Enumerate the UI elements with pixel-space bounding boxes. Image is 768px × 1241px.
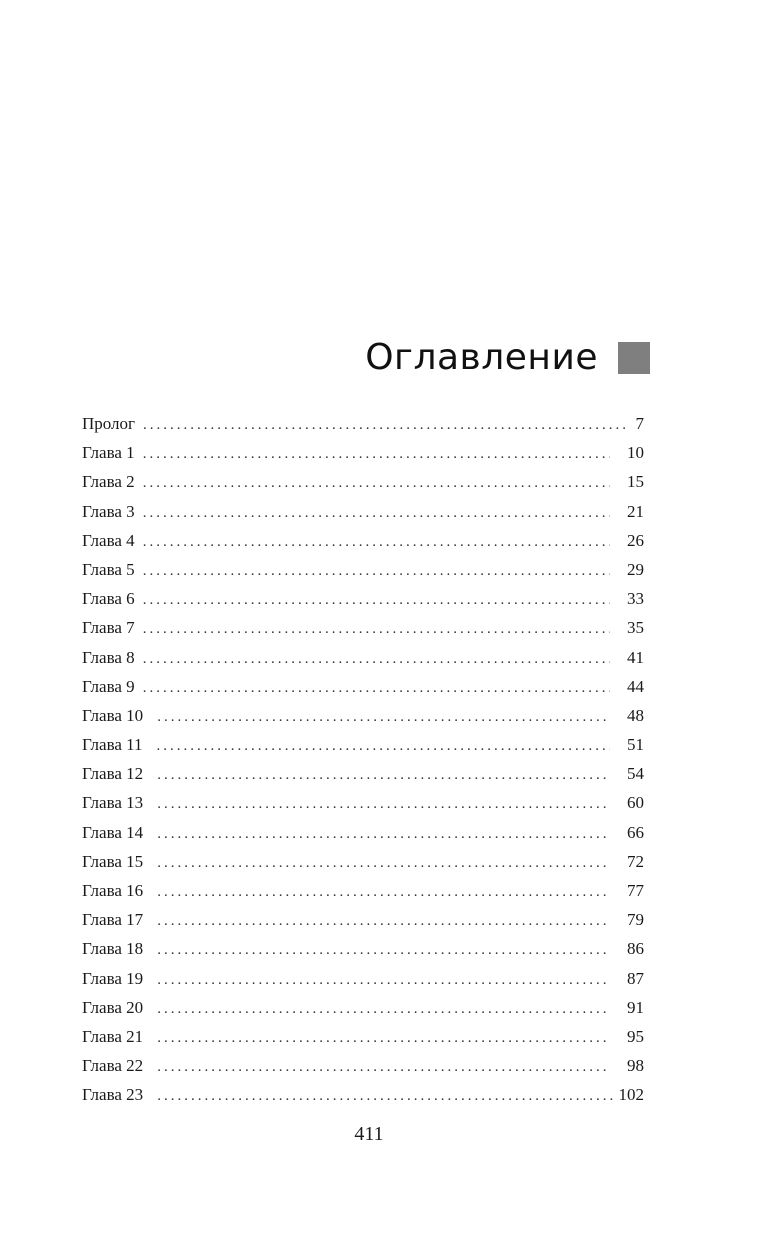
- toc-entry-page: 51: [627, 735, 644, 755]
- table-of-contents: [82, 409, 644, 1110]
- toc-leader-dots: [157, 966, 610, 995]
- toc-entry-label: Глава 21: [82, 1026, 144, 1046]
- toc-entry-page: 35: [627, 618, 644, 638]
- toc-entry-page: 15: [627, 472, 644, 492]
- toc-leader-dots: [143, 528, 610, 557]
- toc-leader-dots: [143, 557, 610, 586]
- toc-entry-label: Глава 10: [82, 705, 144, 725]
- toc-entry-page: 33: [627, 589, 644, 609]
- toc-leader-dots: [143, 411, 629, 440]
- toc-leader-dots: [157, 1053, 610, 1082]
- toc-entry-label: Глава 11: [82, 735, 143, 755]
- toc-leader-dots: [143, 645, 610, 674]
- toc-entry[interactable]: [82, 555, 644, 584]
- toc-entry[interactable]: [82, 788, 644, 817]
- toc-leader-dots: [157, 849, 610, 878]
- toc-leader-dots: [143, 674, 610, 703]
- toc-entry-page: 41: [627, 647, 644, 667]
- toc-leader-dots: [157, 761, 610, 790]
- toc-entry-page: 102: [618, 1085, 644, 1105]
- toc-entry-label: Глава 23: [82, 1085, 144, 1105]
- toc-entry-label: Глава 18: [82, 939, 144, 959]
- toc-entry-label: Глава 7: [82, 618, 135, 638]
- toc-entry[interactable]: [82, 438, 644, 467]
- toc-entry-page: 54: [627, 764, 644, 784]
- toc-entry[interactable]: [82, 905, 644, 934]
- toc-entry-label: Глава 14: [82, 822, 144, 842]
- toc-entry[interactable]: [82, 584, 644, 613]
- toc-entry-label: Глава 17: [82, 910, 144, 930]
- toc-entry[interactable]: [82, 497, 644, 526]
- toc-entry-page: 26: [627, 530, 644, 550]
- toc-leader-dots: [157, 820, 610, 849]
- toc-entry-page: 7: [635, 414, 644, 433]
- toc-leader-dots: [157, 790, 610, 819]
- toc-entry-label: Глава 6: [82, 589, 135, 609]
- toc-entry[interactable]: [82, 701, 644, 730]
- toc-leader-dots: [157, 995, 610, 1024]
- toc-entry-page: 29: [627, 559, 644, 579]
- toc-entry[interactable]: [82, 467, 644, 496]
- toc-entry[interactable]: [82, 730, 644, 759]
- toc-entry-label: Глава 4: [82, 530, 135, 550]
- toc-entry[interactable]: [82, 759, 644, 788]
- toc-leader-dots: [143, 586, 610, 615]
- page-title: Оглавление: [365, 337, 598, 378]
- toc-entry[interactable]: [82, 934, 644, 963]
- toc-entry-label: Глава 5: [82, 559, 135, 579]
- toc-entry[interactable]: [82, 1051, 644, 1080]
- toc-entry-label: Глава 16: [82, 881, 144, 900]
- toc-heading: [365, 336, 650, 380]
- toc-entry[interactable]: [82, 964, 644, 993]
- toc-entry-label: Глава 1: [82, 443, 135, 463]
- page-number: 411: [354, 1123, 384, 1145]
- toc-entry-page: 95: [627, 1026, 644, 1046]
- toc-entry-label: Глава 3: [82, 501, 135, 521]
- toc-entry-page: 79: [627, 910, 644, 930]
- toc-entry-page: 10: [627, 443, 644, 463]
- toc-entry[interactable]: [82, 1022, 644, 1051]
- toc-entry-page: 21: [627, 501, 644, 521]
- toc-entry-label: Глава 22: [82, 1056, 144, 1076]
- toc-entry[interactable]: [82, 526, 644, 555]
- toc-leader-dots: [157, 1082, 612, 1111]
- toc-entry[interactable]: [82, 409, 644, 438]
- toc-entry-label: Глава 19: [82, 968, 144, 988]
- toc-leader-dots: [157, 878, 610, 907]
- toc-entry[interactable]: [82, 613, 644, 642]
- toc-entry[interactable]: [82, 993, 644, 1022]
- toc-leader-dots: [157, 732, 610, 761]
- heading-square-ornament: [618, 342, 650, 374]
- toc-entry-page: 77: [627, 881, 644, 900]
- toc-entry-page: 44: [627, 676, 644, 696]
- toc-entry-page: 98: [627, 1056, 644, 1076]
- toc-leader-dots: [143, 499, 610, 528]
- toc-entry[interactable]: [82, 672, 644, 701]
- toc-entry-page: 60: [627, 793, 644, 813]
- toc-entry-page: 87: [627, 968, 644, 988]
- toc-entry[interactable]: [82, 818, 644, 847]
- toc-leader-dots: [157, 907, 610, 936]
- toc-entry-label: Глава 13: [82, 793, 144, 813]
- toc-entry-page: 91: [627, 997, 644, 1017]
- toc-entry-page: 72: [627, 851, 644, 871]
- toc-entry-label: Глава 20: [82, 997, 144, 1017]
- toc-entry[interactable]: [82, 643, 644, 672]
- toc-entry[interactable]: [82, 1080, 644, 1109]
- toc-entry-label: Глава 8: [82, 647, 135, 667]
- toc-entry[interactable]: [82, 876, 644, 905]
- toc-entry[interactable]: [82, 847, 644, 876]
- toc-entry-page: 66: [627, 822, 644, 842]
- toc-entry-label: Глава 12: [82, 764, 144, 784]
- toc-entry-label: Глава 9: [82, 676, 135, 696]
- toc-leader-dots: [157, 936, 610, 965]
- toc-leader-dots: [143, 440, 610, 469]
- toc-leader-dots: [143, 469, 610, 498]
- toc-entry-label: Пролог: [82, 414, 136, 433]
- toc-entry-page: 86: [627, 939, 644, 959]
- toc-entry-label: Глава 15: [82, 851, 144, 871]
- toc-leader-dots: [143, 615, 610, 644]
- toc-leader-dots: [157, 1024, 610, 1053]
- toc-entry-label: Глава 2: [82, 472, 135, 492]
- toc-entry-page: 48: [627, 705, 644, 725]
- toc-leader-dots: [157, 703, 610, 732]
